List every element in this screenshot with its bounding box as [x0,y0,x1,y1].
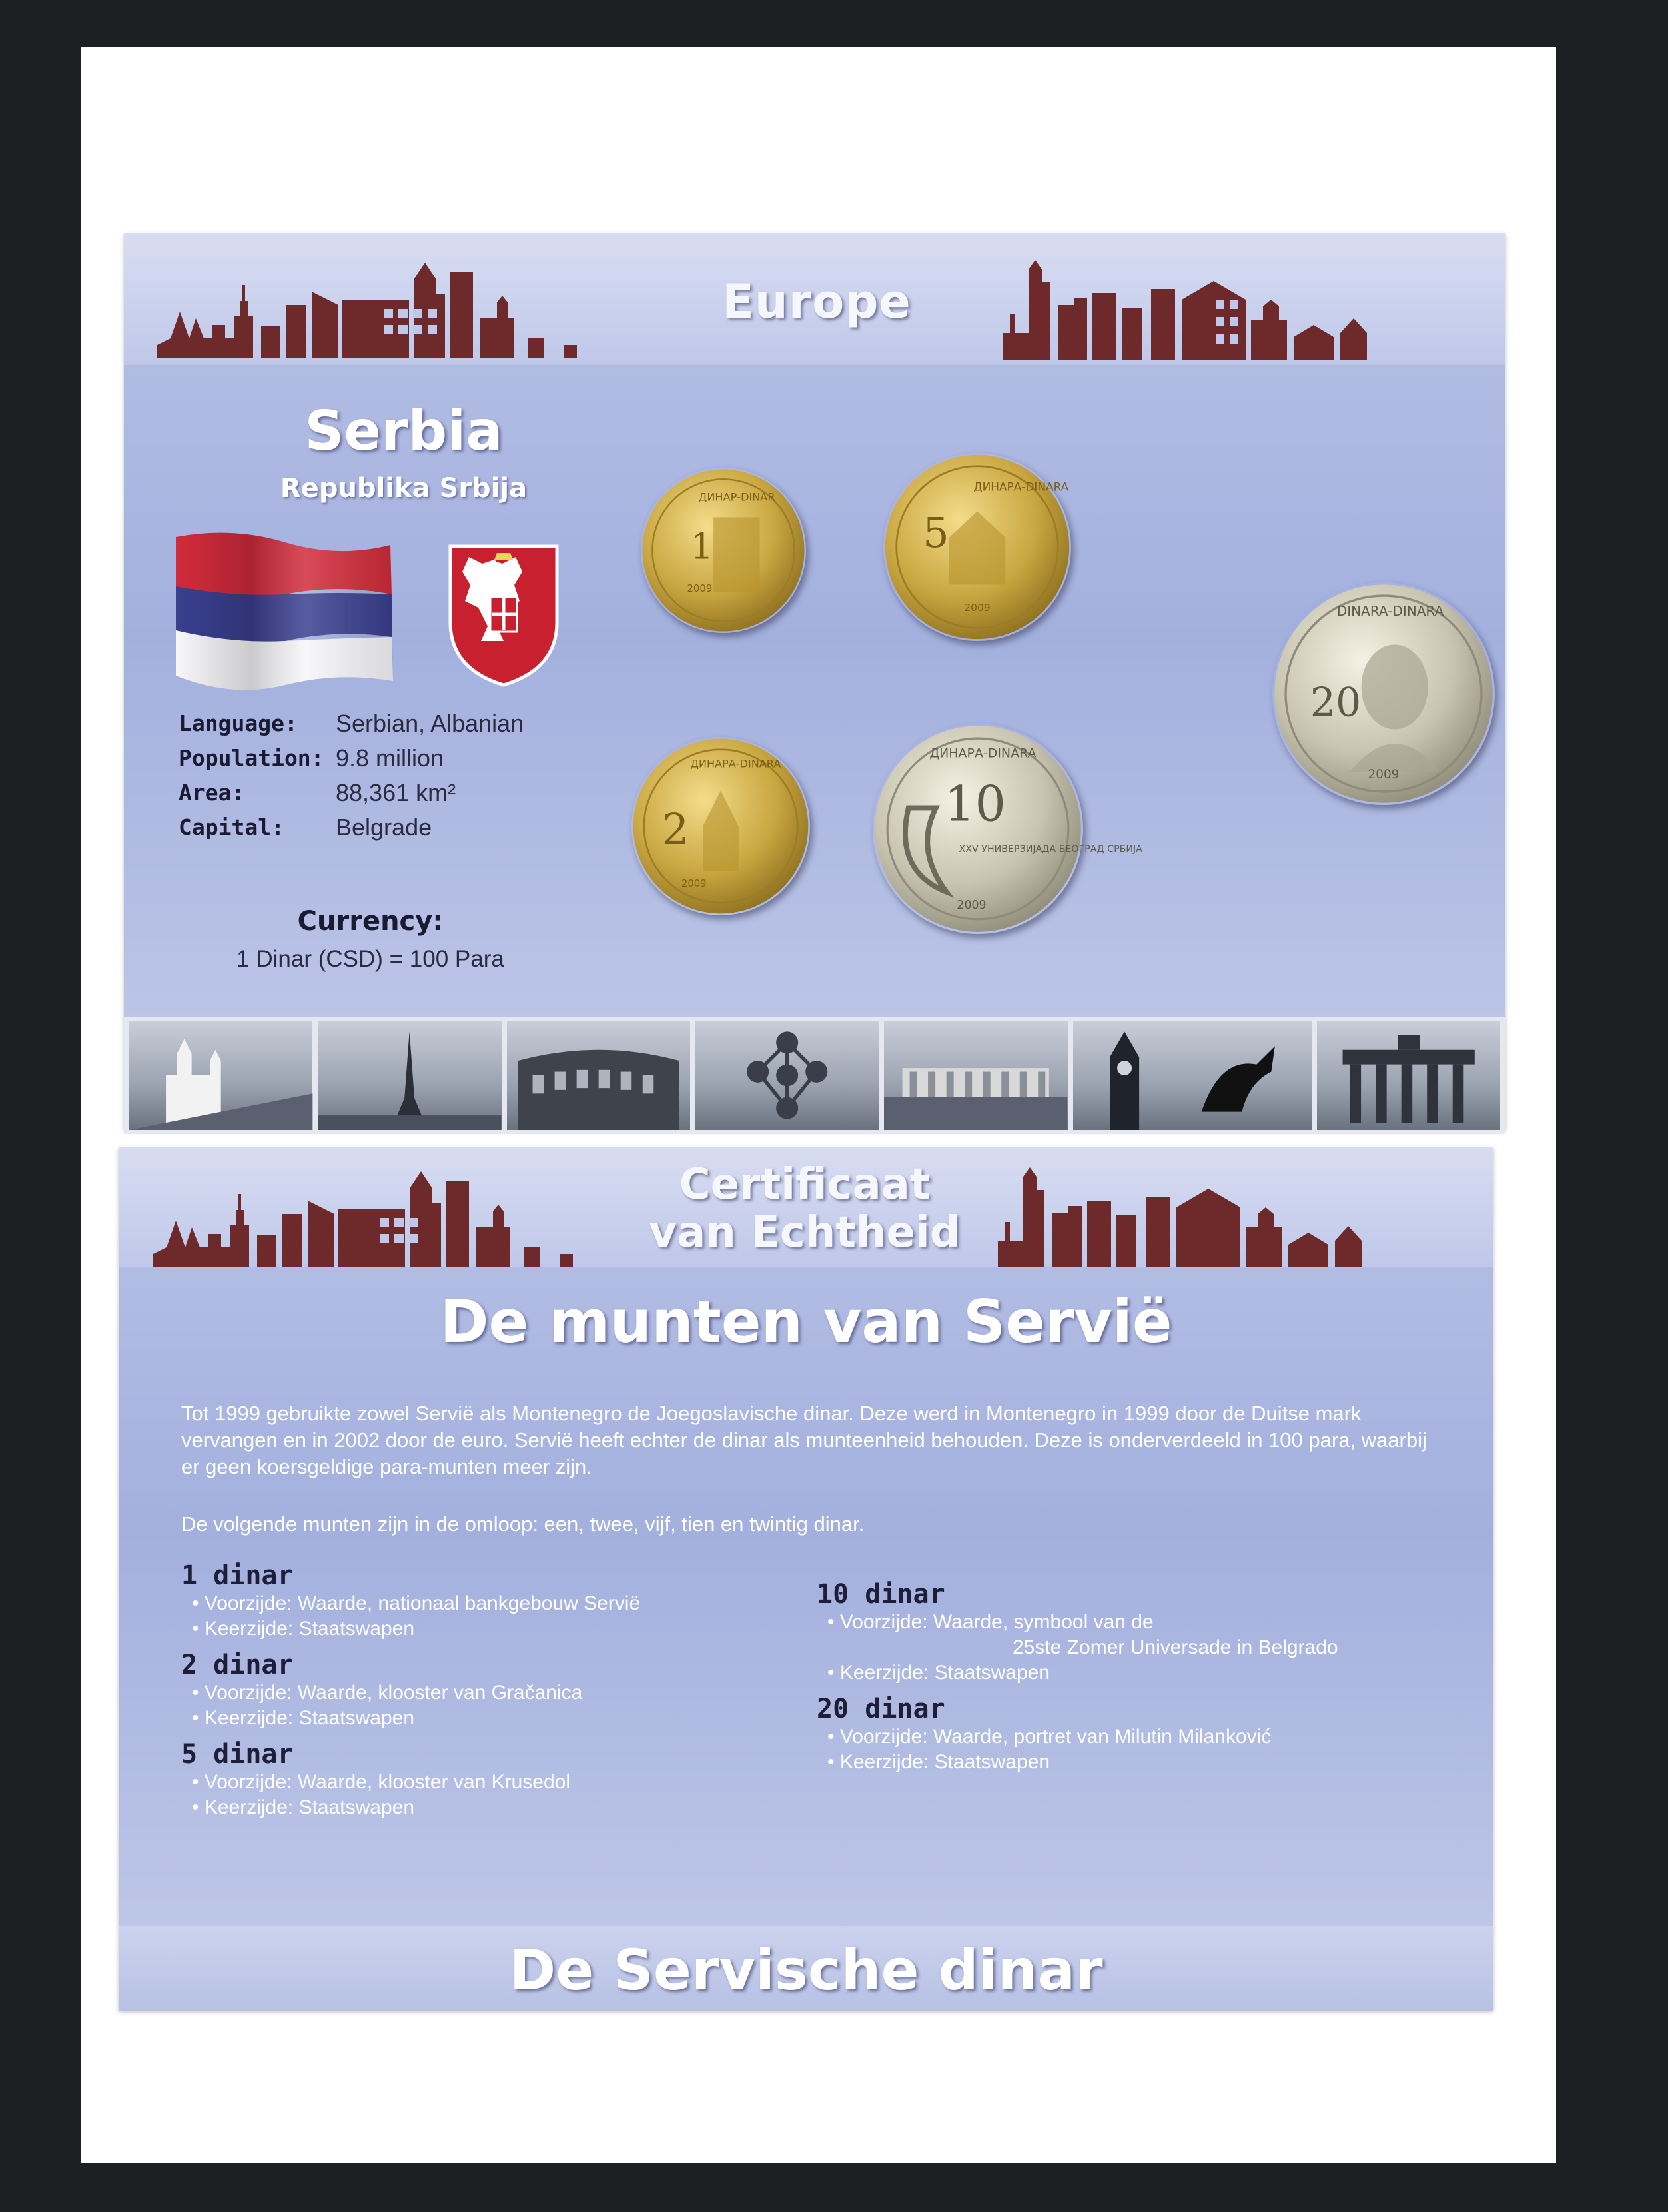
coin-reverse: • Keerzijde: Staatswapen [181,1706,781,1731]
coin-heading: 10 dinar [817,1579,945,1610]
certificate-heading: De munten van Servië [440,1287,1172,1356]
coin-year-text: 2009 [964,601,991,614]
coin-legend-text: ДИНАРА-DINARA [929,746,1037,761]
coin-obverse-continued: 25ste Zomer Universade in Belgrado [1013,1636,1338,1658]
coin-obverse: • Voorzijde: Waarde, symbool van de [817,1610,1456,1635]
fact-label: Capital: [179,814,284,840]
coin-5-dinara [883,453,1071,641]
coin-year-text: 2009 [957,899,987,913]
currency-label: Currency: [297,906,444,937]
currency-value: 1 Dinar (CSD) = 100 Para [236,946,504,972]
fact-row-population [179,741,524,776]
skyline-left-icon [153,1161,633,1267]
footer-title: De Servische dinar [509,1937,1103,2003]
eiffel-tower-icon [318,1021,501,1130]
coin-reverse: • Keerzijde: Staatswapen [181,1616,781,1642]
atomium-icon [695,1021,879,1130]
fact-value: 9.8 million [336,744,444,772]
coin-20-dinara [1272,582,1495,805]
fact-label: Language: [179,710,298,736]
skyline-left-icon [157,252,637,358]
history-paragraph: Tot 1999 gebruikte zowel Servië als Montenegro de Joegoslavische dinar. Deze werd in Montenegro in 1999 door de Duitse mark vervangen en in 2002 door de euro. Servië heeft echter de dinar als munteenheid behouden. Deze is onderverdeeld in 100 para, waarbij er geen koersgeldige para-munten meer zijn. [181,1402,1427,1478]
coin-year-text: 2009 [1368,767,1400,782]
coin-value-text: 10 [944,776,1006,833]
skyline-right-icon [1003,253,1483,360]
coat-of-arms-icon [446,542,561,689]
coin-value-text: 2 [661,804,689,855]
coin-heading: 5 dinar [181,1739,294,1770]
coin-1-dinar [641,468,806,633]
coin-legend-text: ДИНАР-DINAR [698,490,775,504]
coin-legend-text: ДИНАРА-DINARA [690,757,781,770]
skyline-right-icon [998,1161,1477,1267]
big-ben-and-horse-statue-icon [1073,1021,1312,1130]
certificate-footer [119,1926,1493,2011]
fact-value: Serbian, Albanian [336,710,524,737]
coin-legend-text: DINARA-DINARA [1336,603,1444,620]
coin-set-card [124,233,1505,1130]
coin-description-list-left [181,1552,781,1820]
coin-reverse: • Keerzijde: Staatswapen [817,1660,1456,1686]
certificate-title [645,1161,965,1257]
coin-heading: 1 dinar [181,1560,294,1591]
coin-obverse: • Voorzijde: Waarde, portret van Milutin Milanković [817,1724,1456,1750]
fact-row-capital [179,810,524,845]
fact-row-language [179,706,524,741]
parthenon-icon [884,1021,1067,1130]
coin-value-text: 5 [923,508,949,557]
coin-inscription-text: XXV УНИВЕРЗИЈАДА БЕОГРАД СРБИЈА [959,843,1142,855]
coin-value-text: 1 [690,524,714,568]
castle-icon [129,1021,312,1130]
coin-10-dinara [873,724,1142,934]
fact-value: 88,361 km² [336,779,456,806]
coin-year-text: 2009 [681,878,707,890]
flag-icon [172,530,394,688]
fact-label: Population: [179,745,324,771]
colosseum-icon [507,1021,690,1130]
coin-heading: 20 dinar [817,1694,945,1724]
coin-legend-text: ДИНАРА-DINARA [973,480,1069,494]
country-facts [179,706,524,845]
circulation-paragraph: De volgende munten zijn in de omloop: een, twee, vijf, tien en twintig dinar. [181,1512,865,1536]
coin-reverse: • Keerzijde: Staatswapen [181,1795,781,1820]
coin-2-dinara [631,737,810,915]
coin-obverse: • Voorzijde: Waarde, klooster van Krusedol [181,1770,781,1795]
country-name: Serbia [304,400,503,463]
card-header [124,233,1505,365]
coin-heading: 2 dinar [181,1650,294,1680]
certificate-header [119,1147,1493,1267]
fact-row-area [179,776,524,810]
fact-label: Area: [179,780,245,806]
coin-obverse: • Voorzijde: Waarde, nationaal bankgebouw Servië [181,1591,781,1616]
certificate-title-line1: Certificaat [679,1160,931,1209]
certificate-card [119,1147,1493,2011]
coin-obverse: • Voorzijde: Waarde, klooster van Gračanica [181,1680,781,1706]
coin-year-text: 2009 [687,582,713,594]
coin-reverse: • Keerzijde: Staatswapen [817,1750,1456,1775]
fact-value: Belgrade [336,814,432,841]
header-title: Europe [722,275,911,329]
country-native-name: Republika Srbija [280,473,528,504]
certificate-title-line2: van Echtheid [649,1208,961,1257]
brandenburg-gate-icon [1317,1021,1500,1130]
coin-value-text: 20 [1310,679,1362,726]
coin-description-list-right [817,1571,1456,1775]
landmark-photo-strip [124,1017,1505,1134]
